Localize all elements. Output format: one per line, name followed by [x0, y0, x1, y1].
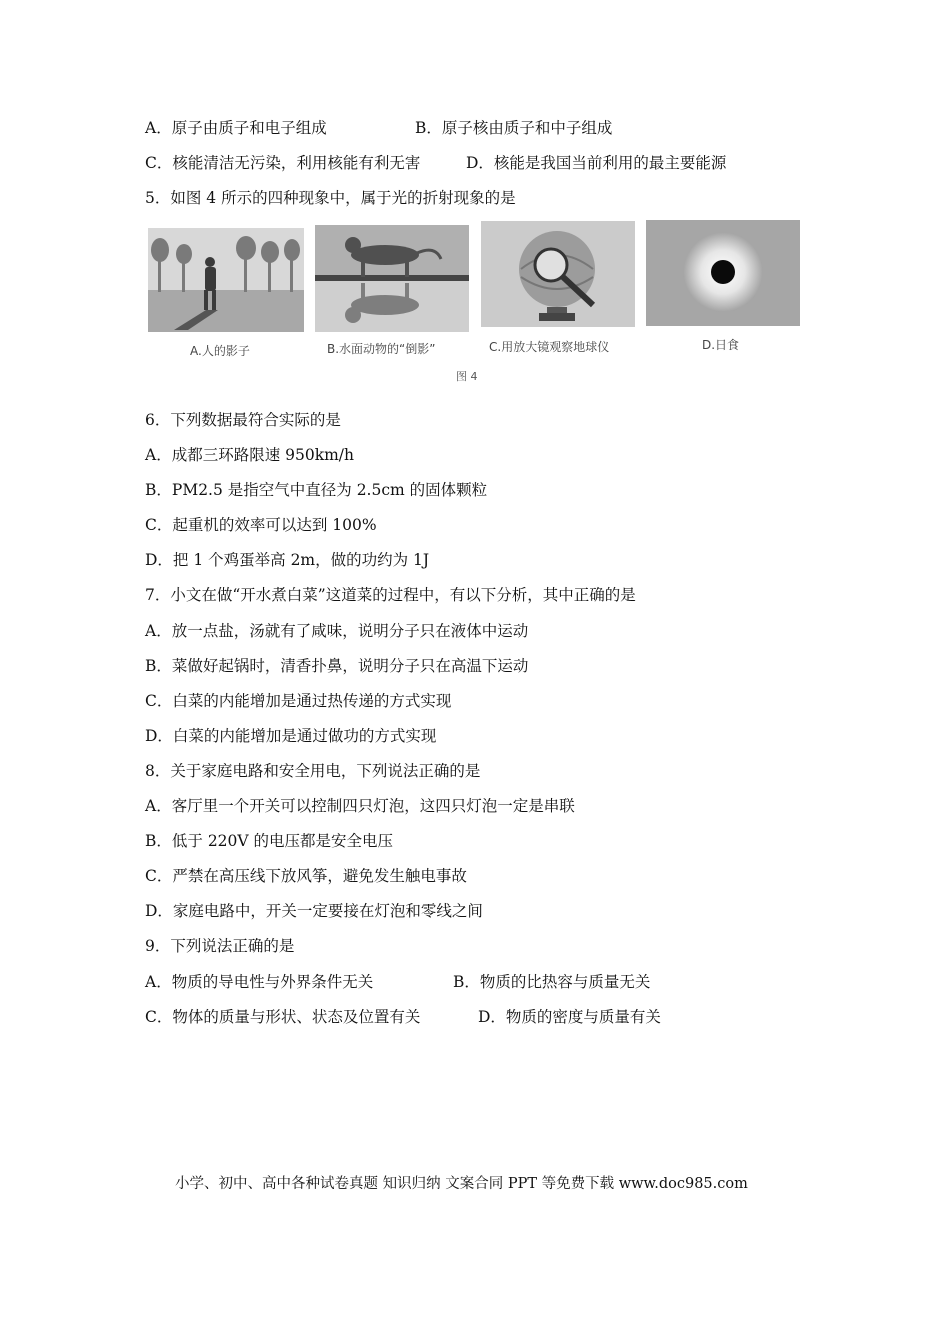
- figure-c-magnifier-globe-photo: [481, 221, 635, 327]
- q6-option-d: D．把 1 个鸡蛋举高 2m，做的功约为 1J: [145, 551, 430, 569]
- q5-stem: 5．如图 4 所示的四种现象中，属于光的折射现象的是: [145, 189, 516, 207]
- footer-text: 小学、初中、高中各种试卷真题 知识归纳 文案合同 PPT 等免费下载 www.doc985.com: [175, 1176, 748, 1192]
- figure-b-reflection-photo: [315, 225, 469, 332]
- q7-stem: 7．小文在做“开水煮白菜”这道菜的过程中，有以下分析，其中正确的是: [145, 586, 636, 604]
- caption-d: D.日食: [702, 338, 740, 352]
- q9-option-a: A．物质的导电性与外界条件无关: [145, 973, 374, 991]
- q6-option-b: B．PM2.5 是指空气中直径为 2.5cm 的固体颗粒: [145, 481, 488, 499]
- q8-option-b: B．低于 220V 的电压都是安全电压: [145, 832, 394, 850]
- q9-stem: 9．下列说法正确的是: [145, 937, 295, 955]
- q8-option-c: C．严禁在高压线下放风筝，避免发生触电事故: [145, 867, 467, 885]
- q8-option-d: D．家庭电路中，开关一定要接在灯泡和零线之间: [145, 902, 483, 920]
- q7-option-d: D．白菜的内能增加是通过做功的方式实现: [145, 727, 437, 745]
- q7-option-b: B．菜做好起锅时，清香扑鼻，说明分子只在高温下运动: [145, 657, 529, 675]
- q4-option-b: B．原子核由质子和中子组成: [415, 119, 613, 137]
- q8-option-a: A．客厅里一个开关可以控制四只灯泡，这四只灯泡一定是串联: [145, 797, 575, 815]
- q4-option-c: C．核能清洁无污染，利用核能有利无害: [145, 154, 421, 172]
- q7-option-c: C．白菜的内能增加是通过热传递的方式实现: [145, 692, 452, 710]
- q7-option-a: A．放一点盐，汤就有了咸味，说明分子只在液体中运动: [145, 622, 529, 640]
- q4-option-d: D．核能是我国当前利用的最主要能源: [466, 154, 727, 172]
- figure-label: 图 4: [456, 370, 478, 383]
- q9-option-c: C．物体的质量与形状、状态及位置有关: [145, 1008, 421, 1026]
- q6-stem: 6．下列数据最符合实际的是: [145, 411, 341, 429]
- q9-option-d: D．物质的密度与质量有关: [478, 1008, 661, 1026]
- q9-option-b: B．物质的比热容与质量无关: [453, 973, 651, 991]
- figure-a-shadow-photo: [148, 228, 304, 332]
- caption-c: C.用放大镜观察地球仪: [489, 340, 610, 354]
- caption-b: B.水面动物的“倒影”: [327, 342, 436, 356]
- caption-a: A.人的影子: [190, 344, 250, 358]
- q6-option-c: C．起重机的效率可以达到 100%: [145, 516, 377, 534]
- figure-d-eclipse-photo: [646, 220, 800, 326]
- q4-option-a: A．原子由质子和电子组成: [145, 119, 327, 137]
- q8-stem: 8．关于家庭电路和安全用电，下列说法正确的是: [145, 762, 481, 780]
- q6-option-a: A．成都三环路限速 950km/h: [145, 446, 355, 464]
